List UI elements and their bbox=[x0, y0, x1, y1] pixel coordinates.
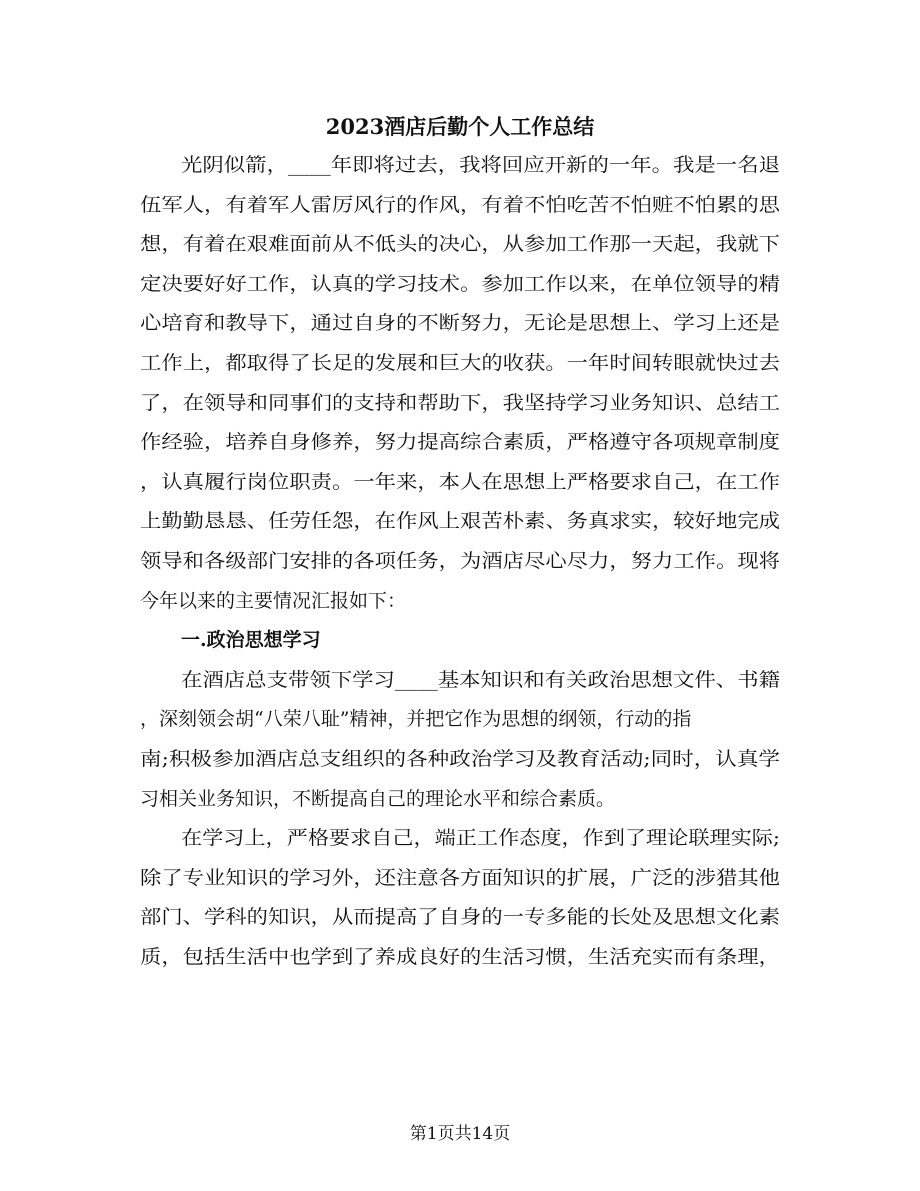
line-text: ，深刻领会胡“八荣八耻”精神，并把它作为思想的纲领，行动的指 bbox=[140, 708, 692, 731]
paragraph-line bbox=[140, 700, 780, 740]
line-text: ，认真履行岗位职责。一年来，本人在思想上严格要求自己，在工作 bbox=[140, 470, 780, 493]
page-footer: 第1页共14页 bbox=[409, 1124, 511, 1144]
paragraph-line bbox=[140, 265, 780, 305]
line-text: 在酒店总支带领下学习____基本知识和有关政治思想文件、书籍 bbox=[181, 668, 780, 691]
paragraph-line bbox=[140, 780, 780, 820]
paragraph-line bbox=[140, 819, 780, 859]
line-text: 工作上，都取得了长足的发展和巨大的收获。一年时间转眼就快过去 bbox=[140, 351, 780, 374]
line-text: 心培育和教导下，通过自身的不断努力，无论是思想上、学习上还是 bbox=[140, 312, 780, 335]
line-text: 在学习上，严格要求自己，端正工作态度，作到了理论联理实际; bbox=[181, 827, 780, 850]
line-text: 上勤勤恳恳、任劳任怨，在作风上艰苦朴素、务真求实，较好地完成 bbox=[140, 510, 780, 533]
paragraph-line bbox=[140, 186, 780, 226]
line-text: 除了专业知识的学习外，还注意各方面知识的扩展，广泛的涉猎其他 bbox=[140, 866, 780, 889]
line-text: 一.政治思想学习 bbox=[181, 629, 321, 652]
line-text: 伍军人，有着军人雷厉风行的作风，有着不怕吃苦不怕赃不怕累的思 bbox=[140, 193, 780, 216]
line-text: 质，包括生活中也学到了养成良好的生活习惯，生活充实而有条理， bbox=[140, 945, 780, 968]
line-text: 想，有着在艰难面前从不低头的决心，从参加工作那一天起，我就下 bbox=[140, 233, 780, 256]
paragraph-line bbox=[140, 582, 780, 622]
document-body bbox=[140, 146, 780, 977]
paragraph-line bbox=[140, 542, 780, 582]
line-text: 领导和各级部门安排的各项任务，为酒店尽心尽力，努力工作。现将 bbox=[140, 549, 780, 572]
paragraph-line bbox=[140, 304, 780, 344]
section-heading bbox=[140, 621, 780, 661]
line-text: 定决要好好工作，认真的学习技术。参加工作以来，在单位领导的精 bbox=[140, 272, 780, 295]
line-text: 了，在领导和同事们的支持和帮助下，我坚持学习业务知识、总结工 bbox=[140, 391, 780, 414]
paragraph-line bbox=[140, 384, 780, 424]
line-text: 作经验，培养自身修养，努力提高综合素质，严格遵守各项规章制度 bbox=[140, 431, 780, 454]
paragraph-line bbox=[140, 502, 780, 542]
paragraph-line bbox=[140, 898, 780, 938]
line-text: 南;积极参加酒店总支组织的各种政治学习及教育活动;同时，认真学 bbox=[140, 747, 780, 770]
line-text: 习相关业务知识，不断提高自己的理论水平和综合素质。 bbox=[140, 787, 616, 810]
paragraph-line bbox=[140, 225, 780, 265]
document-title: 2023酒店后勤个人工作总结 bbox=[325, 114, 595, 139]
paragraph-line bbox=[140, 463, 780, 503]
paragraph-line bbox=[140, 938, 780, 978]
paragraph-line bbox=[140, 146, 780, 186]
line-text: 部门、学科的知识，从而提高了自身的一专多能的长处及思想文化素 bbox=[140, 906, 780, 929]
paragraph-line bbox=[140, 344, 780, 384]
paragraph-line bbox=[140, 859, 780, 899]
paragraph-line bbox=[140, 661, 780, 701]
paragraph-line bbox=[140, 423, 780, 463]
line-text: 光阴似箭，____年即将过去，我将回应开新的一年。我是一名退 bbox=[181, 154, 780, 176]
paragraph-line bbox=[140, 740, 780, 780]
line-text: 今年以来的主要情况汇报如下： bbox=[140, 589, 407, 612]
